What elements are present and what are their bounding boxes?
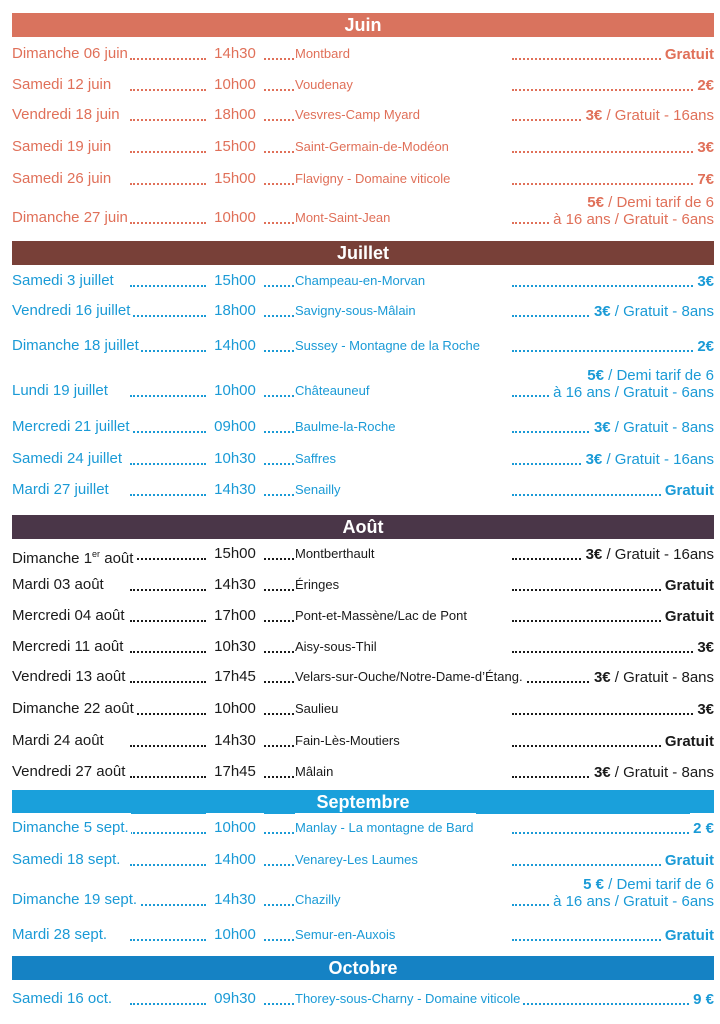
dotted-leader — [130, 315, 206, 317]
price-conditions-line2: à 16 ans / Gratuit - 6ans — [553, 893, 714, 910]
dotted-leader — [264, 620, 294, 622]
month-header-octobre: Octobre — [12, 956, 714, 980]
event-time: 10h00 — [206, 70, 264, 100]
price-amount: 2€ — [697, 337, 714, 355]
event-price — [694, 164, 714, 194]
event-date-text: Samedi 24 juillet — [12, 450, 123, 467]
price-line — [697, 338, 714, 355]
event-place: Aisy-sous-Thil — [295, 632, 379, 662]
event-place: Venarey-Les Laumes — [295, 845, 420, 875]
event-time: 14h00 — [206, 845, 264, 875]
dotted-leader — [264, 395, 294, 397]
event-date-text: Mardi 24 août — [12, 732, 104, 749]
price-line — [697, 639, 714, 656]
dotted-leader — [130, 904, 206, 906]
price-line — [586, 546, 714, 563]
event-place: Saint-Germain-de-Modéon — [295, 132, 451, 162]
event-price — [591, 757, 714, 787]
price-line — [553, 876, 714, 893]
event-date — [12, 475, 111, 505]
event-price — [662, 920, 714, 950]
event-date — [12, 601, 127, 631]
event-row — [12, 570, 714, 600]
event-date-text: Mercredi 11 août — [12, 638, 124, 655]
event-place: Mâlain — [295, 757, 335, 787]
dotted-leader — [130, 776, 206, 778]
event-time: 15h00 — [206, 164, 264, 194]
price-amount: 7€ — [697, 170, 714, 188]
event-time: 10h00 — [206, 694, 264, 724]
event-price — [550, 191, 714, 231]
event-date-text: Dimanche 18 juillet — [12, 337, 139, 354]
event-time: 10h00 — [206, 920, 264, 950]
event-date — [12, 444, 124, 474]
event-place: Champeau-en-Morvan — [295, 266, 427, 296]
event-time: 14h30 — [206, 570, 264, 600]
price-amount: Gratuit — [664, 576, 714, 594]
dotted-leader — [264, 713, 294, 715]
dotted-leader — [512, 350, 704, 352]
event-date-text: Vendredi 18 juin — [12, 106, 120, 123]
month-header-juin: Juin — [12, 13, 714, 37]
event-place: Baulme-la-Roche — [295, 412, 397, 442]
event-place: Senailly — [295, 475, 343, 505]
event-time: 10h00 — [206, 203, 264, 233]
event-date — [12, 726, 106, 756]
event-row — [12, 331, 714, 361]
event-time: 17h00 — [206, 601, 264, 631]
dotted-leader — [264, 463, 294, 465]
price-conditions-line2: à 16 ans / Gratuit - 6ans — [553, 211, 714, 228]
event-date-text: Dimanche 5 sept. — [12, 819, 129, 836]
price-line — [697, 273, 714, 290]
dotted-leader — [264, 558, 294, 560]
dotted-leader — [512, 151, 704, 153]
event-place: Fain-Lès-Moutiers — [295, 726, 402, 756]
month-header-septembre: Septembre — [12, 790, 714, 814]
event-place: Saffres — [295, 444, 338, 474]
dotted-leader — [130, 151, 206, 153]
dotted-leader — [130, 463, 206, 465]
event-price — [694, 132, 714, 162]
event-row — [12, 39, 714, 69]
event-price — [591, 296, 714, 326]
price-line — [594, 669, 714, 686]
dotted-leader — [264, 939, 294, 941]
event-row — [12, 194, 714, 233]
price-amount: 3€ — [697, 638, 714, 656]
event-date — [12, 132, 113, 162]
event-date-text: Dimanche 06 juin — [12, 45, 128, 62]
event-place: Pont-et-Massène/Lac de Pont — [295, 601, 469, 631]
event-row — [12, 296, 714, 326]
price-amount: 3€ — [585, 450, 603, 468]
dotted-leader — [264, 651, 294, 653]
event-date — [12, 570, 106, 600]
event-row — [12, 444, 714, 474]
event-time: 14h30 — [206, 39, 264, 69]
month-header-aout: Août — [12, 515, 714, 539]
event-row — [12, 876, 714, 915]
month-header-juillet: Juillet — [12, 241, 714, 265]
event-price — [583, 100, 714, 130]
event-date-text: Dimanche 27 juin — [12, 209, 128, 226]
event-row — [12, 266, 714, 296]
price-line — [697, 139, 714, 156]
event-date — [12, 412, 132, 442]
event-time: 14h30 — [206, 726, 264, 756]
event-row — [12, 920, 714, 950]
event-row — [12, 662, 714, 692]
event-place: Chazilly — [295, 885, 343, 915]
event-place: Montbard — [295, 39, 352, 69]
price-amount: 3€ — [585, 545, 603, 563]
dotted-leader — [130, 395, 206, 397]
dotted-leader — [130, 58, 206, 60]
dotted-leader — [512, 832, 704, 834]
price-line — [697, 77, 714, 94]
event-place: Thorey-sous-Charny - Domaine viticole — [295, 984, 522, 1014]
event-date-text: Dimanche 1 — [12, 550, 93, 567]
event-date — [12, 757, 127, 787]
price-line — [693, 991, 714, 1008]
event-date-text: Samedi 26 juin — [12, 170, 112, 187]
event-price — [550, 873, 714, 913]
event-date-text: Mardi 27 juillet — [12, 481, 109, 498]
event-date — [12, 266, 116, 296]
price-amount: 3€ — [593, 302, 611, 320]
event-row — [12, 100, 714, 130]
price-line — [594, 764, 714, 781]
price-amount: Gratuit — [664, 607, 714, 625]
event-price — [662, 39, 714, 69]
event-row — [12, 412, 714, 442]
event-row — [12, 694, 714, 724]
event-price — [662, 601, 714, 631]
event-row — [12, 632, 714, 662]
dotted-leader — [130, 939, 206, 941]
event-row — [12, 475, 714, 505]
event-date — [12, 331, 141, 361]
event-time: 17h45 — [206, 757, 264, 787]
event-date — [12, 296, 132, 326]
event-time: 17h45 — [206, 662, 264, 692]
event-price — [694, 70, 714, 100]
price-conditions: / Gratuit - 16ans — [602, 545, 714, 563]
dotted-leader — [130, 745, 206, 747]
price-amount: 3€ — [593, 668, 611, 686]
dotted-leader — [264, 285, 294, 287]
price-line — [665, 577, 714, 594]
dotted-leader — [264, 58, 294, 60]
price-amount: 5€ — [587, 367, 604, 384]
dotted-leader — [264, 119, 294, 121]
price-amount: 3€ — [697, 138, 714, 156]
price-line — [697, 701, 714, 718]
event-date-text: Samedi 3 juillet — [12, 272, 114, 289]
event-time: 14h00 — [206, 331, 264, 361]
event-time: 09h30 — [206, 984, 264, 1014]
event-place: Semur-en-Auxois — [295, 920, 397, 950]
dotted-leader — [264, 350, 294, 352]
price-conditions: / Gratuit - 8ans — [610, 763, 714, 781]
event-date — [12, 984, 114, 1014]
dotted-leader — [130, 350, 206, 352]
event-date — [12, 164, 113, 194]
event-date-text: Vendredi 27 août — [12, 763, 126, 780]
dotted-leader — [264, 222, 294, 224]
event-time: 14h30 — [206, 885, 264, 915]
event-date — [12, 885, 139, 915]
price-amount: Gratuit — [664, 926, 714, 944]
dotted-leader — [512, 651, 704, 653]
event-row — [12, 601, 714, 631]
price-line — [697, 171, 714, 188]
event-row — [12, 70, 714, 100]
event-date — [12, 70, 113, 100]
price-conditions: / Gratuit - 16ans — [602, 450, 714, 468]
dotted-leader — [512, 1003, 704, 1005]
price-amount: 5 € — [583, 876, 604, 893]
price-conditions: / Gratuit - 8ans — [610, 302, 714, 320]
event-date-text: Vendredi 16 juillet — [12, 302, 131, 319]
event-price — [694, 632, 714, 662]
event-place: Vesvres-Camp Myard — [295, 100, 422, 130]
event-price — [550, 364, 714, 404]
event-price — [583, 444, 714, 474]
dotted-leader — [264, 494, 294, 496]
event-price — [694, 266, 714, 296]
event-row — [12, 132, 714, 162]
event-date-text: Lundi 19 juillet — [12, 382, 108, 399]
event-price — [662, 726, 714, 756]
dotted-leader — [512, 183, 704, 185]
event-date-text: Mardi 03 août — [12, 576, 104, 593]
dotted-leader — [130, 119, 206, 121]
event-date — [12, 539, 135, 569]
event-place: Mont-Saint-Jean — [295, 203, 392, 233]
dotted-leader — [130, 558, 206, 560]
price-conditions: / Demi tarif de 6 — [603, 367, 714, 384]
event-date-text: Dimanche 22 août — [12, 700, 134, 717]
event-date-text: Mardi 28 sept. — [12, 926, 108, 943]
dotted-leader — [512, 89, 704, 91]
event-price — [583, 539, 714, 569]
price-conditions: / Gratuit - 8ans — [610, 418, 714, 436]
price-line — [665, 482, 714, 499]
event-row — [12, 367, 714, 406]
event-place: Montberthault — [295, 539, 377, 569]
price-line — [665, 46, 714, 63]
event-time: 15h00 — [206, 132, 264, 162]
price-line — [586, 451, 714, 468]
event-date-ordinal: er — [92, 549, 101, 559]
event-date-text: Samedi 19 juin — [12, 138, 112, 155]
dotted-leader — [130, 494, 206, 496]
event-time: 10h00 — [206, 376, 264, 406]
dotted-leader — [130, 89, 206, 91]
event-date — [12, 845, 122, 875]
price-conditions: / Gratuit - 8ans — [610, 668, 714, 686]
price-line — [553, 367, 714, 384]
dotted-leader — [130, 681, 206, 683]
event-time: 10h30 — [206, 444, 264, 474]
dotted-leader — [130, 620, 206, 622]
price-amount: 2€ — [697, 76, 714, 94]
dotted-leader — [130, 183, 206, 185]
dotted-leader — [264, 315, 294, 317]
price-line — [665, 733, 714, 750]
event-place: Savigny-sous-Mâlain — [295, 296, 418, 326]
price-amount: Gratuit — [664, 732, 714, 750]
event-price — [662, 475, 714, 505]
price-line — [665, 608, 714, 625]
price-line — [665, 852, 714, 869]
event-price — [690, 813, 714, 843]
event-place: Sussey - Montagne de la Roche — [295, 331, 482, 361]
price-conditions: / Gratuit - 16ans — [602, 106, 714, 124]
event-date-text: Mercredi 21 juillet — [12, 418, 130, 435]
price-conditions: / Demi tarif de 6 — [603, 194, 714, 211]
event-price — [690, 984, 714, 1014]
event-price — [694, 331, 714, 361]
dotted-leader — [512, 285, 704, 287]
event-time: 09h00 — [206, 412, 264, 442]
event-date-text: Mercredi 04 août — [12, 607, 125, 624]
price-amount: 5€ — [587, 194, 604, 211]
event-row — [12, 813, 714, 843]
dotted-leader — [130, 651, 206, 653]
event-date-text: Vendredi 13 août — [12, 668, 126, 685]
dotted-leader — [264, 681, 294, 683]
dotted-leader — [264, 89, 294, 91]
dotted-leader — [130, 285, 206, 287]
dotted-leader — [264, 745, 294, 747]
price-amount: Gratuit — [664, 851, 714, 869]
event-price — [662, 845, 714, 875]
dotted-leader — [512, 713, 704, 715]
event-date — [12, 694, 136, 724]
event-price — [694, 694, 714, 724]
event-place: Flavigny - Domaine viticole — [295, 164, 452, 194]
event-row — [12, 984, 714, 1014]
event-date — [12, 662, 127, 692]
price-amount: 3€ — [585, 106, 603, 124]
dotted-leader — [264, 864, 294, 866]
event-date-month: août — [100, 550, 134, 567]
dotted-leader — [264, 151, 294, 153]
dotted-leader — [264, 589, 294, 591]
event-time: 15h00 — [206, 539, 264, 569]
event-date — [12, 632, 125, 662]
event-time: 18h00 — [206, 100, 264, 130]
event-date — [12, 920, 109, 950]
event-date — [12, 39, 130, 69]
price-amount: 3€ — [593, 763, 611, 781]
event-row — [12, 164, 714, 194]
price-line — [665, 927, 714, 944]
event-row — [12, 539, 714, 569]
event-price — [591, 412, 714, 442]
event-date-text: Samedi 18 sept. — [12, 851, 121, 868]
event-place: Manlay - La montagne de Bard — [295, 813, 476, 843]
dotted-leader — [264, 904, 294, 906]
dotted-leader — [264, 832, 294, 834]
event-time: 15h00 — [206, 266, 264, 296]
dotted-leader — [130, 864, 206, 866]
price-line — [586, 107, 714, 124]
price-amount: 3€ — [697, 700, 714, 718]
event-time: 10h30 — [206, 632, 264, 662]
dotted-leader — [130, 713, 206, 715]
price-line — [594, 419, 714, 436]
event-time: 14h30 — [206, 475, 264, 505]
dotted-leader — [130, 431, 206, 433]
event-date — [12, 376, 110, 406]
event-date — [12, 203, 130, 233]
event-date-text: Samedi 16 oct. — [12, 990, 113, 1007]
dotted-leader — [264, 1003, 294, 1005]
event-row — [12, 845, 714, 875]
price-amount: 3€ — [697, 272, 714, 290]
dotted-leader — [130, 222, 206, 224]
price-line — [693, 820, 714, 837]
price-amount: 9 € — [693, 990, 714, 1008]
dotted-leader — [130, 832, 206, 834]
dotted-leader — [264, 183, 294, 185]
dotted-leader — [264, 431, 294, 433]
event-time: 18h00 — [206, 296, 264, 326]
event-place: Velars-sur-Ouche/Notre-Dame-d’Étang. — [295, 662, 525, 692]
price-conditions-line2: à 16 ans / Gratuit - 6ans — [553, 384, 714, 401]
event-row — [12, 726, 714, 756]
event-date — [12, 100, 122, 130]
event-date-text: Dimanche 19 sept. — [12, 891, 138, 908]
price-conditions: / Demi tarif de 6 — [603, 876, 714, 893]
event-place: Saulieu — [295, 694, 340, 724]
price-line — [594, 303, 714, 320]
price-amount: 3€ — [593, 418, 611, 436]
event-row — [12, 757, 714, 787]
event-price — [591, 662, 714, 692]
event-date-text: Samedi 12 juin — [12, 76, 112, 93]
price-amount: Gratuit — [664, 481, 714, 499]
event-time: 10h00 — [206, 813, 264, 843]
price-amount: 2 € — [693, 819, 714, 837]
event-price — [662, 570, 714, 600]
dotted-leader — [264, 776, 294, 778]
price-line — [553, 194, 714, 211]
dotted-leader — [130, 589, 206, 591]
event-place: Éringes — [295, 570, 341, 600]
dotted-leader — [130, 1003, 206, 1005]
event-place: Voudenay — [295, 70, 355, 100]
event-place: Châteauneuf — [295, 376, 371, 406]
price-amount: Gratuit — [664, 45, 714, 63]
event-date — [12, 813, 131, 843]
